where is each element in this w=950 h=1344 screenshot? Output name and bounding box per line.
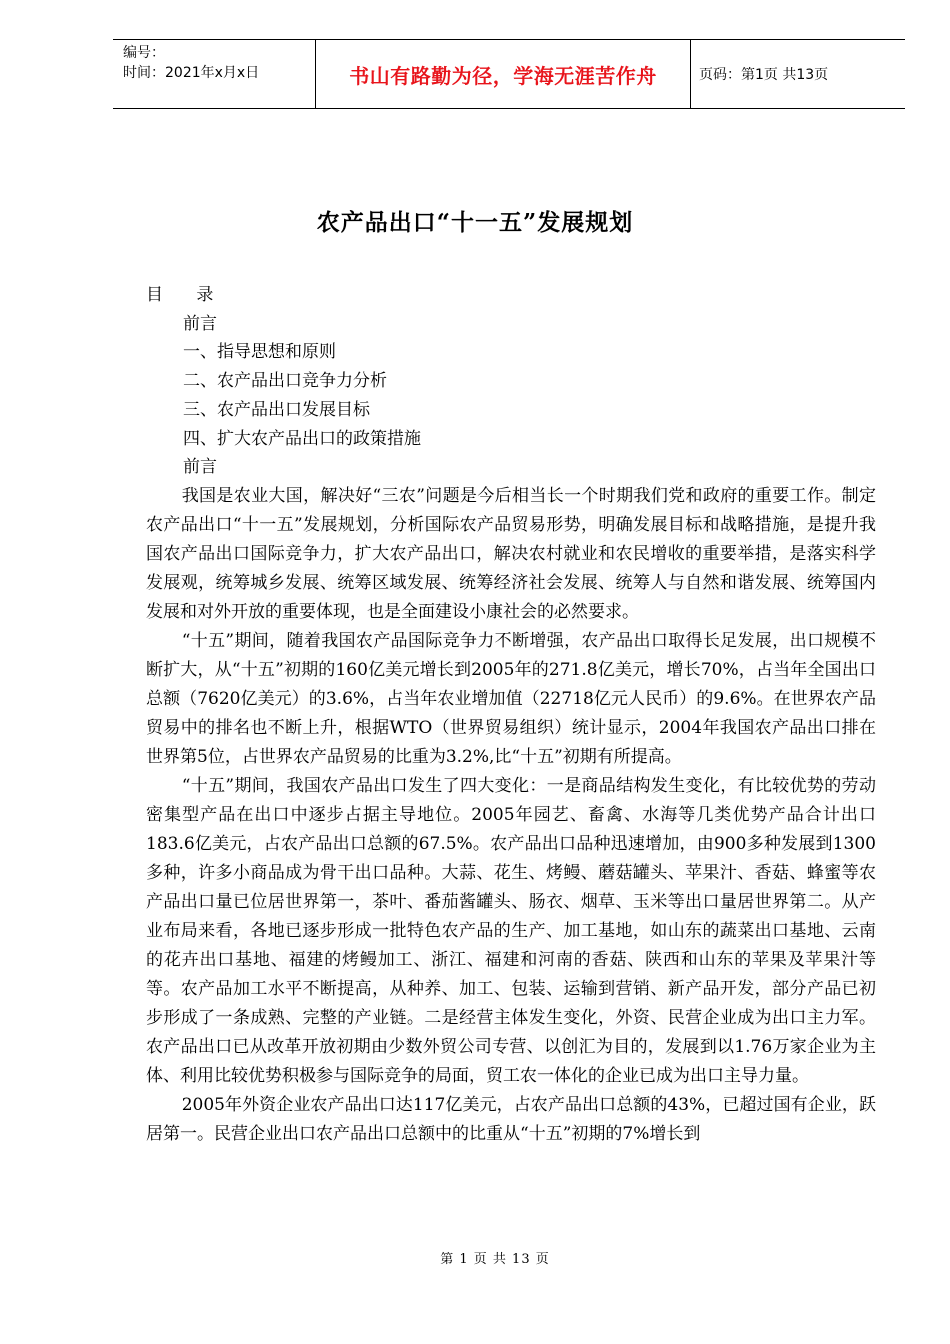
body-paragraph: 我国是农业大国，解决好“三农”问题是今后相当长一个时期我们党和政府的重要工作。制定农产品出口“十一五”发展规划，分析国际农产品贸易形势，明确发展目标和战略措施，是提升我国农产品出口国际竞争力，扩大农产品出口，解决农村就业和农民增收的重要举措，是落实科学发展观，统筹城乡发展、统筹区域发展、统筹经济社会发展、统筹人与自然和谐发展、统筹国内发展和对外开放的重要体现，也是全面建设小康社会的必然要求。 [146,486,876,622]
toc-item: 二、农产品出口竞争力分析 [183,371,387,392]
body-paragraph: “十五”期间，随着我国农产品国际竞争力不断增强，农产品出口取得长足发展，出口规模不断扩大，从“十五”初期的160亿美元增长到2005年的271.8亿美元，增长70%，占当年全国出口总额（7620亿美元）的3.6%，占当年农业增加值（22718亿元人民币）的9.6%。在世界农产品贸易中的排名也不断上升，根据WTO（世界贸易组织）统计显示，2004年我国农产品出口排在世界第5位，占世界农产品贸易的比重为3.2%,比“十五”初期有所提高。 [146,631,876,767]
toc-item: 三、农产品出口发展目标 [183,399,370,420]
document-time-label: 时间：2021年x月x日 [123,65,260,81]
header-meta [113,40,315,108]
page-footer: 第 1 页 共 13 页 [440,1252,550,1267]
document-number-label: 编号： [123,45,165,61]
header-page-info: 页码：第1页 共13页 [699,67,829,83]
toc-item: 前言 [183,457,217,478]
document-title: 农产品出口“十一五”发展规划 [316,209,634,236]
toc-heading: 目 录 [146,285,228,305]
document-body [146,482,876,1149]
body-paragraph: 2005年外资企业农产品出口达117亿美元，占农产品出口总额的43%，已超过国有企业，跃居第一。民营企业出口农产品出口总额中的比重从“十五”初期的7%增长到 [146,1095,876,1144]
header-motto: 书山有路勤为径，学海无涯苦作舟 [315,40,691,108]
toc-item: 四、扩大农产品出口的政策措施 [183,428,421,449]
body-paragraph: “十五”期间，我国农产品出口发生了四大变化：一是商品结构发生变化，有比较优势的劳动密集型产品在出口中逐步占据主导地位。2005年园艺、畜禽、水海等几类优势产品合计出口183.6亿美元，占农产品出口总额的67.5%。农产品出口品种迅速增加，由900多种发展到1300多种，许多小商品成为骨干出口品种。大蒜、花生、烤鳗、蘑菇罐头、苹果汁、香菇、蜂蜜等农产品出口量已位居世界第一，茶叶、番茄酱罐头、肠衣、烟草、玉米等出口量居世界第二。从产业布局来看，各地已逐步形成一批特色农产品的生产、加工基地，如山东的蔬菜出口基地、云南的花卉出口基地、福建的烤鳗加工、浙江、福建和河南的香菇、陕西和山东的苹果及苹果汁等等。农产品加工水平不断提高，从种养、加工、包装、运输到营销、新产品开发，部分产品已初步形成了一条成熟、完整的产业链。二是经营主体发生变化，外资、民营企业成为出口主力军。农产品出口已从改革开放初期由少数外贸公司专营、以创汇为目的，发展到以1.76万家企业为主体、利用比较优势积极参与国际竞争的局面，贸工农一体化的企业已成为出口主导力量。 [146,776,876,1086]
table-of-contents [146,281,421,482]
toc-item: 前言 [183,313,217,334]
page-header [113,39,905,109]
toc-item: 一、指导思想和原则 [183,342,336,363]
